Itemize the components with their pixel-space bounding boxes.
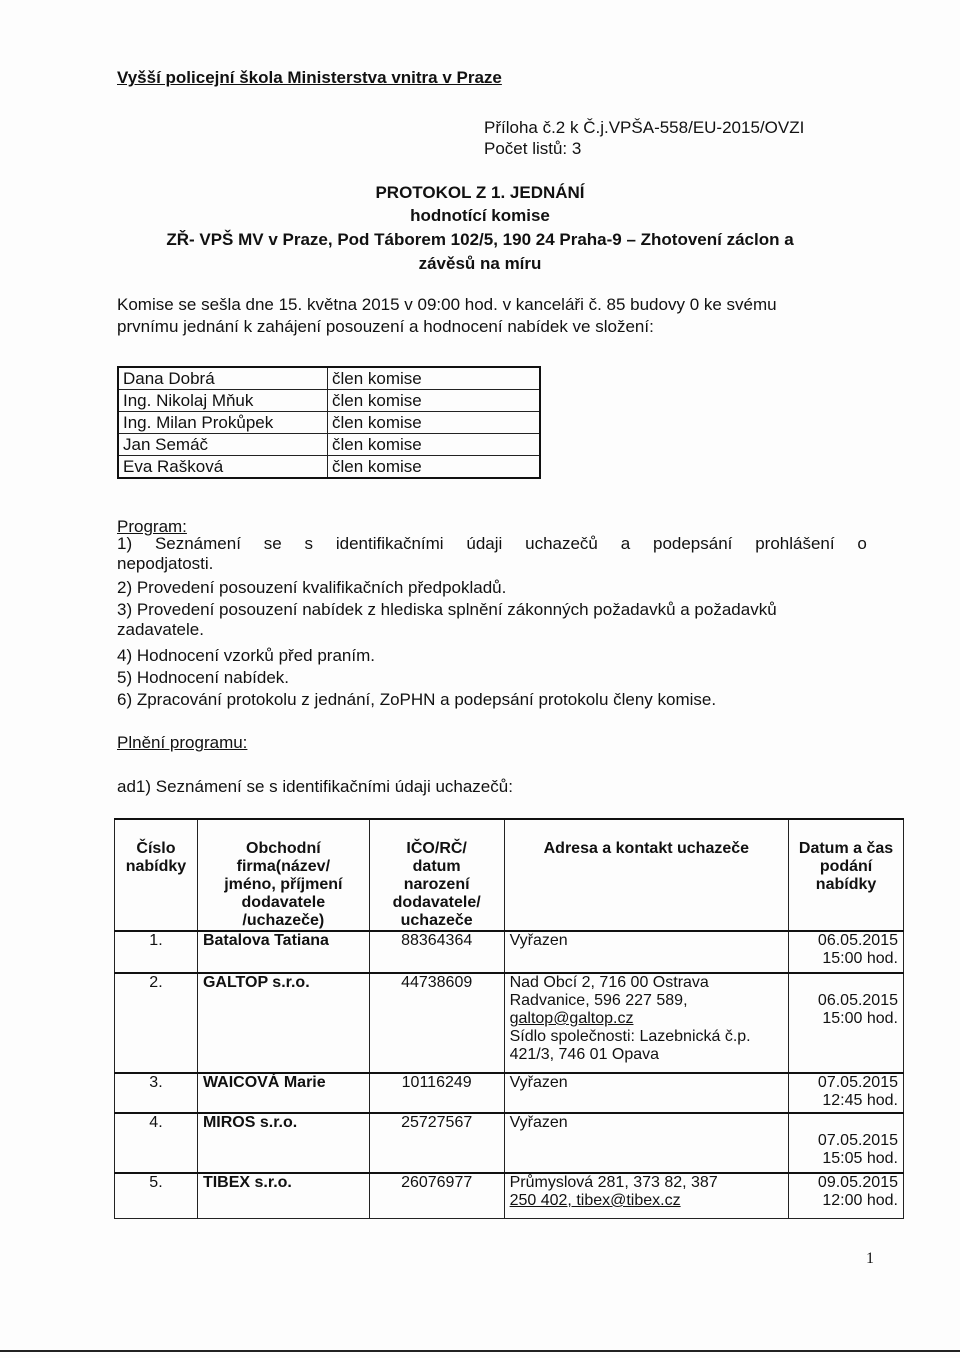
member-role: člen komise (328, 390, 541, 412)
offer-datetime (789, 931, 904, 973)
header-text-line: datum (412, 858, 461, 875)
offer-number: 3. (115, 1073, 198, 1113)
offer-firm: WAICOVÁ Marie (197, 1073, 369, 1113)
program-title: Program: (117, 517, 187, 536)
program-item-1-word: identifikačními (335, 534, 444, 553)
offer-firm: TIBEX s.r.o. (197, 1173, 369, 1218)
header-text-line: jméno, příjmení (224, 876, 343, 893)
offer-date: 06.05.2015 (817, 992, 898, 1009)
address-line: galtop@galtop.cz (509, 1010, 634, 1027)
offer-row (115, 1113, 904, 1173)
header-text-line: nabídky (125, 858, 187, 875)
offer-number: 4. (115, 1113, 198, 1173)
offer-datetime (789, 973, 904, 1073)
address-line: 421/3, 746 01 Opava (509, 1046, 660, 1063)
address-line: Radvanice, 596 227 589, (509, 992, 688, 1009)
offer-number: 2. (115, 973, 198, 1073)
intro-line1: Komise se sešla dne 15. května 2015 v 09:00 hod. v kanceláři č. 85 budovy 0 ke svému (117, 295, 777, 314)
tender-subject-line1: ZŘ- VPŠ MV v Praze, Pod Táborem 102/5, 190 24 Praha-9 – Zhotovení záclon a (166, 230, 794, 249)
member-row (118, 412, 540, 434)
ad1-heading: ad1) Seznámení se s identifikačními údaji uchazečů: (117, 777, 513, 796)
program-item-1-line1 (117, 534, 867, 554)
program-item-1-word: 1) (117, 534, 133, 553)
sheet-count: Počet listů: 3 (484, 139, 582, 158)
reference-block (484, 117, 804, 159)
member-role: člen komise (328, 456, 541, 479)
member-row (118, 456, 540, 479)
offers-header-row (115, 819, 904, 931)
offer-ico: 44738609 (369, 973, 504, 1073)
offer-date: 07.05.2015 (817, 1074, 898, 1091)
header-text-line: IČO/RČ/ (406, 840, 467, 857)
address-line: Vyřazen (509, 1074, 568, 1091)
program-item-3 (117, 600, 867, 640)
member-role: člen komise (328, 412, 541, 434)
address-line: Nad Obcí 2, 716 00 Ostrava (509, 974, 709, 991)
address-line: Vyřazen (509, 932, 568, 949)
program-item-6: 6) Zpracování protokolu z jednání, ZoPHN a podepsání protokolu členy komise. (117, 690, 717, 709)
member-name: Jan Semáč (118, 434, 328, 456)
meeting-intro (117, 294, 777, 338)
offer-address (504, 1073, 788, 1113)
offer-ico: 25727567 (369, 1113, 504, 1173)
offer-address (504, 1113, 788, 1173)
offer-ico: 88364364 (369, 931, 504, 973)
header-text-line: Obchodní (246, 840, 321, 857)
offer-number: 1. (115, 931, 198, 973)
offer-firm: MIROS s.r.o. (197, 1113, 369, 1173)
program-item-1-word: prohlášení (755, 534, 835, 553)
offer-row (115, 1173, 904, 1218)
program-item-1-word: se (263, 534, 282, 553)
header-text-line: podání nabídky (815, 858, 877, 893)
program-item-1-word: údaji (466, 534, 503, 553)
protocol-title: PROTOKOL Z 1. JEDNÁNÍ (375, 183, 585, 202)
offers-header-cell (197, 819, 369, 931)
member-name: Ing. Nikolaj Mňuk (118, 390, 328, 412)
header-text-line: Adresa a kontakt uchazeče (543, 840, 750, 857)
attachment-reference: Příloha č.2 k Č.j.VPŠA-558/EU-2015/OVZI (484, 118, 805, 137)
offer-address (504, 931, 788, 973)
offer-time: 15:00 hod. (822, 950, 898, 967)
offer-row (115, 1073, 904, 1113)
header-text-line: Datum a čas (798, 840, 894, 857)
offer-time: 12:45 hod. (822, 1092, 898, 1109)
address-line: Sídlo společnosti: Lazebnická č.p. (509, 1028, 751, 1045)
address-line: Vyřazen (509, 1114, 568, 1131)
address-line: 250 402, tibex@tibex.cz (509, 1192, 681, 1209)
member-row (118, 434, 540, 456)
program-item-3-line1: 3) Provedení posouzení nabídek z hlediska splnění zákonných požadavků a požadavků (117, 600, 777, 619)
organization-heading: Vyšší policejní škola Ministerstva vnitra v Praze (117, 68, 502, 87)
offer-number: 5. (115, 1173, 198, 1218)
offer-time: 12:00 hod. (822, 1192, 898, 1209)
page-bottom-rule (0, 1350, 960, 1352)
offers-header-cell (369, 819, 504, 931)
offers-header-cell (789, 819, 904, 931)
offers-table (114, 818, 904, 1219)
offer-row (115, 931, 904, 973)
page-number: 1 (866, 1250, 874, 1267)
offer-ico: 10116249 (369, 1073, 504, 1113)
program-item-1 (117, 534, 867, 574)
member-role: člen komise (328, 367, 541, 390)
member-name: Eva Rašková (118, 456, 328, 479)
offer-datetime (789, 1173, 904, 1218)
offer-firm: GALTOP s.r.o. (197, 973, 369, 1073)
fulfilment-title: Plnění programu: (117, 733, 248, 752)
offer-time: 15:05 hod. (822, 1150, 898, 1167)
committee-members-table (117, 366, 541, 479)
address-line: Průmyslová 281, 373 82, 387 (509, 1174, 718, 1191)
offer-date: 09.05.2015 (817, 1174, 898, 1191)
offer-datetime (789, 1073, 904, 1113)
tender-subject-line2: závěsů na míru (418, 254, 542, 273)
offer-time: 15:00 hod. (822, 1010, 898, 1027)
program-item-5: 5) Hodnocení nabídek. (117, 668, 290, 687)
header-text-line: uchazeče (400, 912, 473, 929)
offer-date: 07.05.2015 (817, 1132, 898, 1149)
offer-ico: 26076977 (369, 1173, 504, 1218)
offer-date: 06.05.2015 (817, 932, 898, 949)
offer-row (115, 973, 904, 1073)
member-role: člen komise (328, 434, 541, 456)
offer-address (504, 1173, 788, 1218)
member-row (118, 390, 540, 412)
intro-line2: prvnímu jednání k zahájení posouzení a hodnocení nabídek ve složení: (117, 317, 654, 336)
header-text-line: firma(název/ (236, 858, 331, 875)
header-text-line: dodavatele/ (392, 894, 481, 911)
program-item-1-word: o (857, 534, 867, 553)
header-text-line: dodavatele (241, 894, 326, 911)
program-item-1-word: podepsání (652, 534, 733, 553)
program-item-1-word: uchazečů (525, 534, 598, 553)
program-item-1-word: Seznámení (154, 534, 241, 553)
offers-header-cell (115, 819, 198, 931)
committee-subtitle: hodnotící komise (410, 206, 550, 225)
header-text-line: Číslo (136, 840, 176, 857)
program-item-2: 2) Provedení posouzení kvalifikačních předpokladů. (117, 578, 507, 597)
program-item-4: 4) Hodnocení vzorků před praním. (117, 646, 375, 665)
program-item-3-line2: zadavatele. (117, 620, 204, 639)
program-item-1-word: s (304, 534, 314, 553)
offer-firm: Batalova Tatiana (197, 931, 369, 973)
program-item-1-line2: nepodjatosti. (117, 554, 214, 573)
offers-header-cell (504, 819, 788, 931)
header-text-line: /uchazeče) (242, 912, 325, 929)
member-name: Ing. Milan Prokůpek (118, 412, 328, 434)
member-name: Dana Dobrá (118, 367, 328, 390)
program-item-1-word: a (620, 534, 631, 553)
member-row (118, 367, 540, 390)
offer-address (504, 973, 788, 1073)
offer-datetime (789, 1113, 904, 1173)
header-text-line: narození (403, 876, 470, 893)
